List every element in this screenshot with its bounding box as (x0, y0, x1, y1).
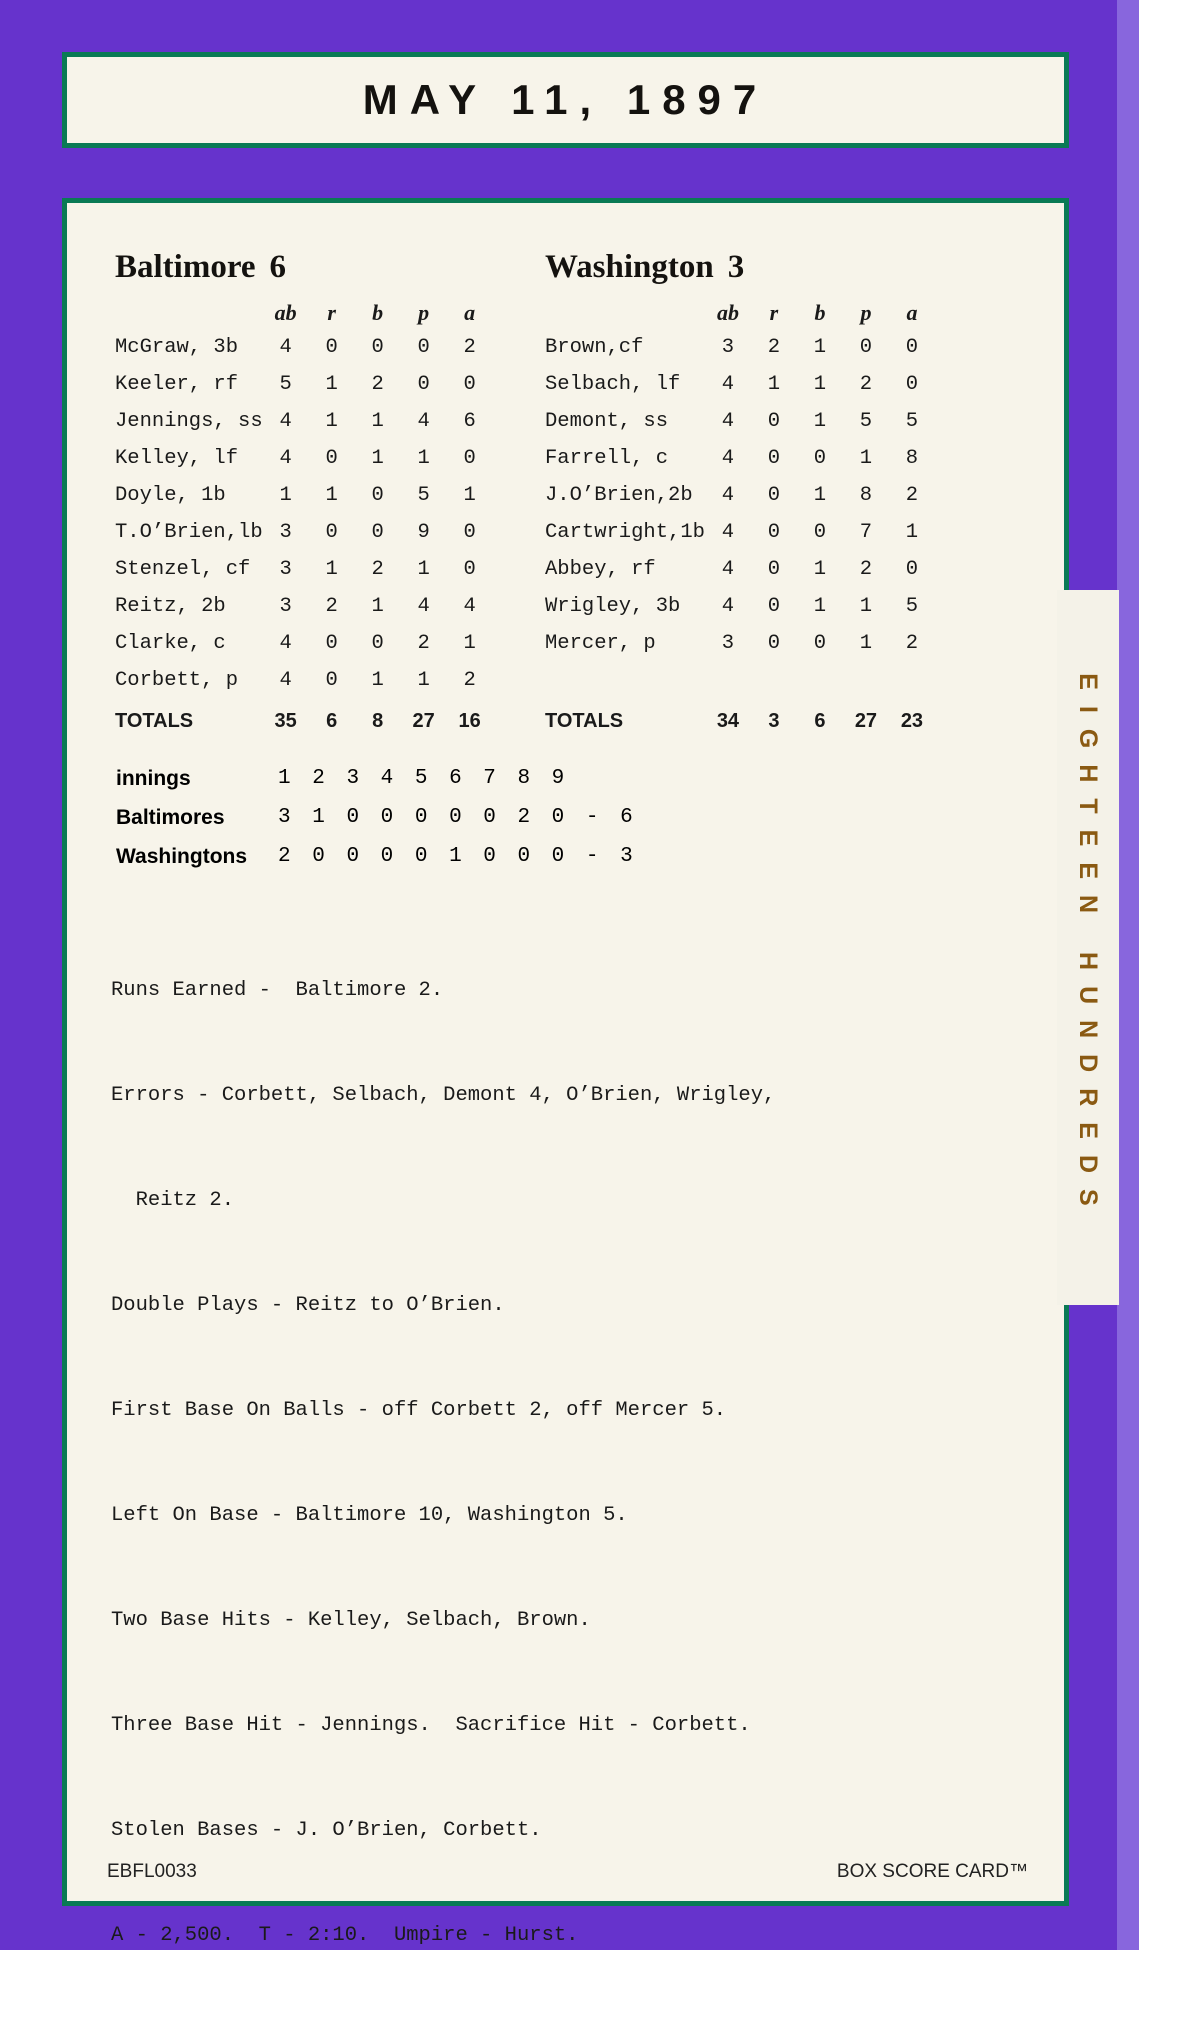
totals-ab: 34 (716, 710, 740, 732)
stat-a: 2 (905, 632, 919, 655)
spacer-row (545, 662, 935, 699)
stat-r: 0 (767, 484, 781, 507)
player-name: Clarke, c (115, 632, 226, 655)
stat-ab: 4 (721, 521, 735, 544)
stat-b: 1 (371, 669, 384, 692)
stat-p: 0 (859, 336, 873, 359)
stat-ab: 4 (721, 410, 735, 433)
totals-b: 6 (814, 710, 826, 732)
totals-p: 27 (854, 710, 878, 732)
stat-a: 4 (463, 595, 476, 618)
note-line: Stolen Bases - J. O’Brien, Corbett. (111, 1819, 542, 1842)
stat-b: 2 (371, 373, 384, 396)
table-row (545, 477, 935, 514)
stat-r: 1 (325, 558, 338, 581)
stat-p: 5 (417, 484, 430, 507)
stat-a: 0 (463, 447, 476, 470)
col-b: b (814, 299, 826, 325)
stat-p: 1 (417, 669, 430, 692)
player-name: Wrigley, 3b (545, 595, 681, 618)
stat-a: 0 (905, 336, 919, 359)
stat-r: 1 (767, 373, 781, 396)
note-line: Two Base Hits - Kelley, Selbach, Brown. (111, 1609, 591, 1632)
stat-r: 0 (767, 558, 781, 581)
stat-p: 0 (417, 336, 430, 359)
note-line: Double Plays - Reitz to O’Brien. (111, 1294, 505, 1317)
stat-a: 8 (905, 447, 919, 470)
totals-a: 16 (458, 710, 481, 732)
team-heading (545, 249, 1005, 286)
stat-ab: 4 (721, 484, 735, 507)
totals-r: 6 (326, 710, 338, 732)
table-row (115, 366, 493, 403)
stat-p: 5 (859, 410, 873, 433)
linescore-header-row (115, 759, 638, 798)
note-line: Three Base Hit - Jennings. Sacrifice Hit - Corbett. (111, 1714, 751, 1737)
table-row (545, 625, 935, 662)
col-a: a (464, 299, 476, 325)
player-name: Farrell, c (545, 447, 669, 470)
stat-ab: 3 (721, 632, 735, 655)
player-name: Mercer, p (545, 632, 656, 655)
stat-r: 0 (325, 336, 338, 359)
stat-a: 0 (905, 558, 919, 581)
stat-p: 1 (417, 558, 430, 581)
stat-ab: 1 (279, 484, 292, 507)
totals-ab: 35 (274, 710, 297, 732)
totals-p: 27 (412, 710, 435, 732)
table-row (115, 477, 493, 514)
lineup-table-home (115, 296, 493, 740)
stat-a: 0 (463, 521, 476, 544)
team-heading (115, 249, 545, 286)
stat-p: 1 (859, 595, 873, 618)
stat-p: 2 (417, 632, 430, 655)
player-name: McGraw, 3b (115, 336, 239, 359)
stat-p: 7 (859, 521, 873, 544)
stat-p: 2 (859, 558, 873, 581)
table-row (545, 366, 935, 403)
player-name: Kelley, lf (115, 447, 239, 470)
col-b: b (372, 299, 384, 325)
linescore (115, 759, 638, 876)
stat-b: 1 (813, 558, 827, 581)
stat-p: 8 (859, 484, 873, 507)
totals-label: TOTALS (545, 710, 624, 732)
stat-a: 1 (463, 632, 476, 655)
stat-b: 1 (371, 410, 384, 433)
linescore-inning-numbers: 1 2 3 4 5 6 7 8 9 (278, 767, 569, 790)
stat-a: 5 (905, 595, 919, 618)
linescore-row (115, 837, 638, 876)
linescore-row (115, 798, 638, 837)
stat-a: 0 (463, 373, 476, 396)
stat-r: 1 (325, 484, 338, 507)
col-p: p (418, 299, 430, 325)
stat-b: 0 (371, 336, 384, 359)
stat-r: 0 (767, 595, 781, 618)
stat-ab: 4 (279, 632, 292, 655)
title-panel (62, 52, 1069, 148)
stat-ab: 4 (721, 373, 735, 396)
page-title: MAY 11, 1897 (362, 76, 769, 123)
linescore-team-label: Washingtons (116, 844, 248, 868)
stat-b: 1 (813, 373, 827, 396)
totals-row (545, 699, 935, 740)
stat-a: 2 (905, 484, 919, 507)
stat-a: 2 (463, 336, 476, 359)
stat-a: 2 (463, 669, 476, 692)
player-name: Keeler, rf (115, 373, 239, 396)
totals-label: TOTALS (115, 710, 194, 732)
stat-r: 0 (325, 632, 338, 655)
player-name: Cartwright,1b (545, 521, 705, 544)
card-right-edge (1117, 0, 1139, 1950)
stat-a: 1 (463, 484, 476, 507)
player-name: Jennings, ss (115, 410, 263, 433)
stat-ab: 4 (721, 558, 735, 581)
stat-a: 6 (463, 410, 476, 433)
table-row (115, 514, 493, 551)
table-row (115, 588, 493, 625)
stat-p: 1 (859, 447, 873, 470)
stat-r: 0 (325, 521, 338, 544)
stat-r: 0 (325, 447, 338, 470)
player-name: Brown,cf (545, 336, 644, 359)
stat-ab: 4 (279, 336, 292, 359)
linescore-team-label: Baltimores (116, 805, 225, 829)
card-id: EBFL0033 (107, 1861, 197, 1882)
player-name: J.O’Brien,2b (545, 484, 693, 507)
stat-b: 0 (813, 447, 827, 470)
stat-p: 1 (417, 447, 430, 470)
table-row (115, 625, 493, 662)
linescore-header-label: innings (116, 766, 191, 790)
stat-ab: 5 (279, 373, 292, 396)
col-p: p (860, 299, 872, 325)
table-row (115, 440, 493, 477)
stat-ab: 3 (279, 595, 292, 618)
table-row (545, 588, 935, 625)
totals-b: 8 (372, 710, 384, 732)
col-a: a (906, 299, 918, 325)
stat-r: 0 (767, 447, 781, 470)
linescore-team-values: 3 1 0 0 0 0 0 2 0 - 6 (278, 806, 638, 829)
team-score: 3 (727, 249, 745, 285)
col-r: r (327, 299, 336, 325)
stat-b: 1 (813, 595, 827, 618)
stat-b: 1 (813, 484, 827, 507)
player-name: Selbach, lf (545, 373, 681, 396)
stat-a: 0 (905, 373, 919, 396)
side-tab (1057, 590, 1119, 1305)
side-tab-label: EIGHTEEN HUNDREDS (1074, 673, 1103, 1222)
col-player (115, 296, 263, 329)
lineup-table-away (545, 296, 935, 740)
stat-r: 2 (325, 595, 338, 618)
player-name: Doyle, 1b (115, 484, 226, 507)
table-row (545, 329, 935, 366)
stat-b: 1 (813, 410, 827, 433)
stat-b: 0 (813, 632, 827, 655)
table-row (115, 329, 493, 366)
note-line: Reitz 2. (111, 1189, 235, 1212)
stat-r: 0 (325, 669, 338, 692)
team-name: Washington (545, 249, 714, 285)
stat-b: 0 (371, 484, 384, 507)
stat-p: 1 (859, 632, 873, 655)
title-panel-inner (77, 66, 1054, 134)
player-name: Stenzel, cf (115, 558, 251, 581)
team-score: 6 (269, 249, 287, 285)
stat-p: 4 (417, 410, 430, 433)
player-name: Abbey, rf (545, 558, 656, 581)
linescore-team-values: 2 0 0 0 0 1 0 0 0 - 3 (278, 845, 638, 868)
stat-p: 4 (417, 595, 430, 618)
stat-b: 0 (813, 521, 827, 544)
stat-r: 1 (325, 410, 338, 433)
stat-b: 0 (371, 521, 384, 544)
col-ab: ab (274, 299, 297, 325)
table-row (115, 551, 493, 588)
stat-a: 0 (463, 558, 476, 581)
note-line: A - 2,500. T - 2:10. Umpire - Hurst. (111, 1924, 579, 1947)
stat-r: 0 (767, 521, 781, 544)
main-panel (62, 198, 1069, 1947)
totals-a: 23 (900, 710, 924, 732)
table-row (545, 514, 935, 551)
player-name: T.O’Brien,lb (115, 521, 263, 544)
table-header-row (545, 296, 935, 329)
stat-p: 9 (417, 521, 430, 544)
stat-ab: 4 (721, 447, 735, 470)
table-header-row (115, 296, 493, 329)
stat-a: 1 (905, 521, 919, 544)
player-name: Reitz, 2b (115, 595, 226, 618)
stat-ab: 4 (721, 595, 735, 618)
linescore-table (115, 759, 638, 876)
stat-r: 0 (767, 632, 781, 655)
stat-b: 1 (813, 336, 827, 359)
stat-ab: 4 (279, 410, 292, 433)
totals-r: 3 (768, 710, 780, 732)
card-bottom-edge (0, 1950, 1139, 2000)
stat-b: 2 (371, 558, 384, 581)
col-r: r (769, 299, 779, 325)
stat-p: 2 (859, 373, 873, 396)
note-line: First Base On Balls - off Corbett 2, off Mercer 5. (111, 1399, 727, 1422)
table-row (545, 440, 935, 477)
player-name: Demont, ss (545, 410, 669, 433)
player-name: Corbett, p (115, 669, 239, 692)
team-block-away (545, 249, 1005, 740)
stat-a: 5 (905, 410, 919, 433)
stat-r: 0 (767, 410, 781, 433)
note-line: Errors - Corbett, Selbach, Demont 4, O’Brien, Wrigley, (111, 1084, 776, 1107)
table-row (115, 662, 493, 699)
stat-ab: 4 (279, 447, 292, 470)
stat-r: 1 (325, 373, 338, 396)
stat-r: 2 (767, 336, 781, 359)
team-name: Baltimore (115, 249, 256, 285)
stat-ab: 3 (279, 521, 292, 544)
note-line: Runs Earned - Baltimore 2. (111, 979, 444, 1002)
col-ab: ab (716, 299, 739, 325)
table-row (115, 403, 493, 440)
game-notes (111, 903, 1031, 2023)
stat-b: 1 (371, 595, 384, 618)
totals-row (115, 699, 493, 740)
col-player (545, 296, 705, 329)
team-block-home (115, 249, 545, 740)
note-line: Left On Base - Baltimore 10, Washington 5. (111, 1504, 628, 1527)
stat-b: 0 (371, 632, 384, 655)
table-row (545, 551, 935, 588)
stat-ab: 4 (279, 669, 292, 692)
stat-ab: 3 (279, 558, 292, 581)
card-brand: BOX SCORE CARD™ (836, 1861, 1028, 1882)
stat-b: 1 (371, 447, 384, 470)
stat-ab: 3 (721, 336, 735, 359)
stat-p: 0 (417, 373, 430, 396)
table-row (545, 403, 935, 440)
